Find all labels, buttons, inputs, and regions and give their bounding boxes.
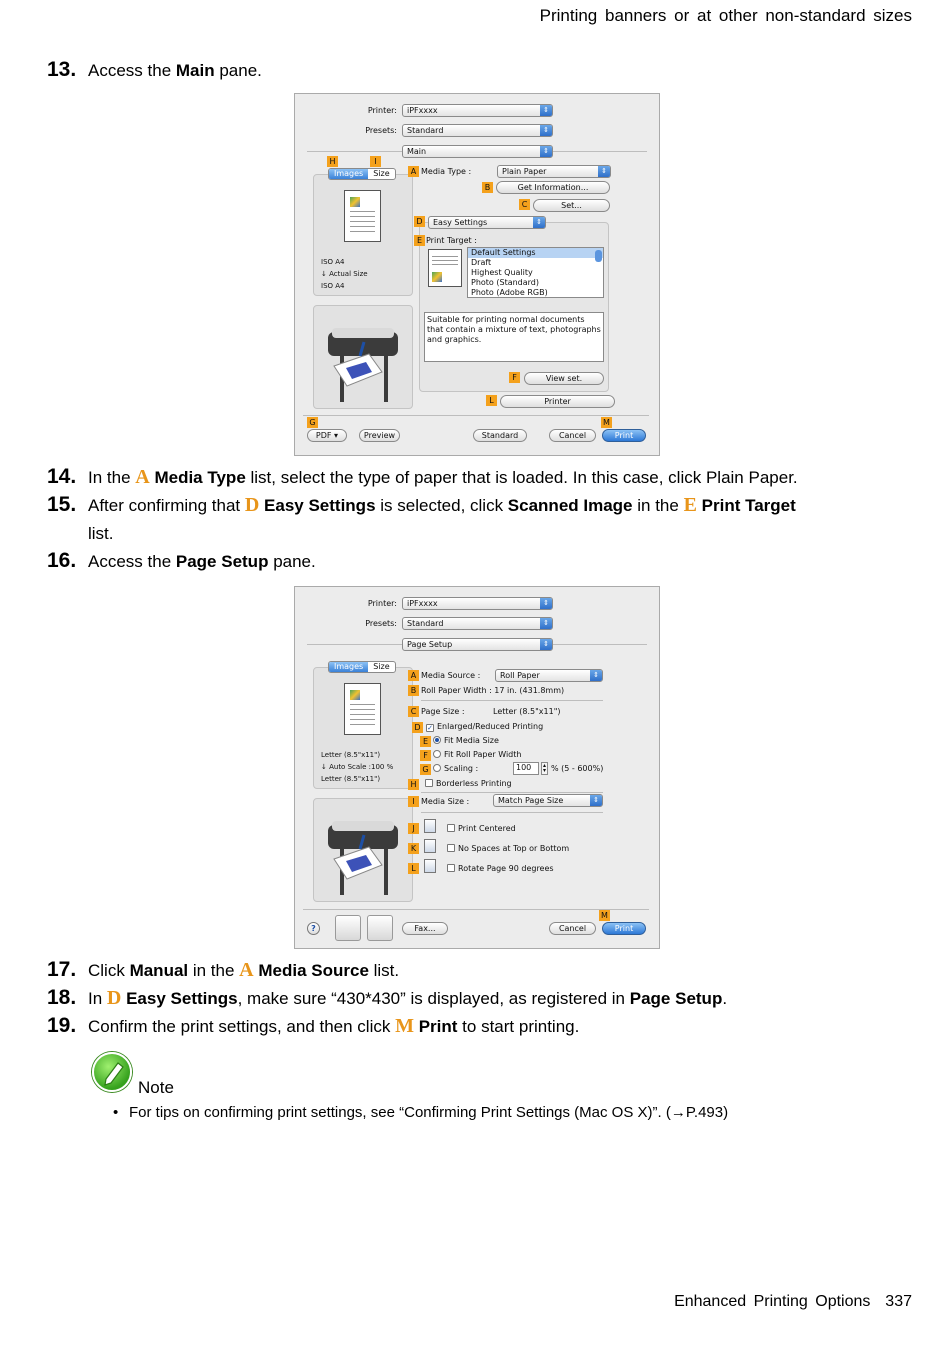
note-pencil-icon: [92, 1052, 132, 1092]
note-title: Note: [138, 1078, 174, 1097]
list-item[interactable]: Default Settings: [468, 248, 603, 258]
pane-popup[interactable]: Main ⇕: [402, 145, 553, 158]
tag-j: J: [408, 823, 419, 834]
popup-arrow-icon: ⇕: [540, 105, 552, 116]
print-centered-checkbox[interactable]: Print Centered: [447, 824, 516, 833]
step-14: 14. In the A Media Type list, select the type of paper that is loaded. In this case, click Plain Paper.: [47, 465, 798, 488]
tag-i: I: [370, 156, 381, 167]
divider: [303, 909, 649, 910]
tag-m: M: [601, 417, 612, 428]
print-target-thumbnail: [428, 249, 462, 287]
preview-tabs: [328, 661, 396, 673]
tag-e: E: [414, 235, 425, 246]
fax-button[interactable]: Fax...: [402, 922, 448, 935]
get-information-button[interactable]: Get Information...: [496, 181, 610, 194]
print-target-list: [467, 247, 604, 298]
tag-f: F: [509, 372, 520, 383]
tab-size[interactable]: Size: [373, 169, 390, 178]
utility-icon[interactable]: [335, 915, 361, 941]
preview-tabs: [328, 168, 396, 180]
step-17: 17. Click Manual in the A Media Source list.: [47, 958, 400, 981]
tag-l: L: [486, 395, 497, 406]
media-type-label: Media Type :: [421, 167, 472, 176]
popup-arrow-icon: ⇕: [540, 146, 552, 157]
list-scrollbar[interactable]: [595, 250, 602, 262]
pane-popup[interactable]: Page Setup ⇕: [402, 638, 553, 651]
printer-button[interactable]: Printer: [500, 395, 615, 408]
tag-k: K: [408, 843, 419, 854]
printer-popup[interactable]: iPFxxxx ⇕: [402, 597, 553, 610]
tag-h: H: [327, 156, 338, 167]
printer-icon: [314, 799, 413, 902]
enlarged-reduced-checkbox[interactable]: ✓ Enlarged/Reduced Printing: [427, 722, 544, 732]
scaling-stepper[interactable]: ▴ ▾: [542, 762, 546, 774]
cancel-button[interactable]: Cancel: [549, 922, 596, 935]
standard-button[interactable]: Standard: [473, 429, 527, 442]
print-dialog-page-setup: [294, 586, 660, 949]
print-button[interactable]: Print: [602, 922, 646, 935]
footer-section: Enhanced Printing Options: [674, 1293, 871, 1310]
preview-info: ISO A4 ↓ Actual Size ISO A4: [321, 258, 368, 290]
tag-m: M: [599, 910, 610, 921]
presets-label: Presets:: [365, 619, 397, 628]
printer-icon: [314, 306, 413, 409]
step-18: 18. In D Easy Settings, make sure “430*430” is displayed, as registered in Page Setup.: [47, 986, 728, 1009]
note-item: • For tips on confirming print settings, see “Confirming Print Settings (Mac OS X)”. (→P.493): [113, 1104, 729, 1121]
divider: [421, 792, 603, 793]
media-type-popup[interactable]: Plain Paper ⇕: [497, 165, 611, 178]
tab-size[interactable]: Size: [373, 662, 390, 671]
description-box: Suitable for printing normal documents that contain a mixture of text, photographs and graphics.: [424, 312, 604, 362]
printer-label: Printer:: [367, 599, 397, 608]
printer-illustration: [313, 305, 413, 409]
print-dialog-main: [294, 93, 660, 456]
step-15: 15. After confirming that D Easy Settings is selected, click Scanned Image in the E Print Target list.: [47, 493, 796, 543]
print-button[interactable]: Print: [602, 429, 646, 442]
easy-settings-popup[interactable]: Easy Settings ⇕: [428, 216, 546, 229]
preview-button[interactable]: Preview: [359, 429, 400, 442]
set-button[interactable]: Set...: [533, 199, 610, 212]
tag-d: D: [412, 722, 423, 733]
step-13: 13. Access the Main pane.: [47, 58, 262, 81]
presets-popup[interactable]: Standard ⇕: [402, 617, 553, 630]
tag-d: D: [414, 216, 425, 227]
page-preview: [344, 190, 381, 242]
tag-i: I: [408, 796, 419, 807]
media-size-popup[interactable]: Match Page Size ⇕: [493, 794, 603, 807]
step-19: 19. Confirm the print settings, and then click M Print to start printing.: [47, 1014, 580, 1037]
tag-a: A: [408, 166, 419, 177]
page-size-value: Letter (8.5"x11"): [493, 707, 561, 716]
scaling-input[interactable]: 100: [513, 762, 539, 775]
media-source-label: Media Source :: [421, 671, 481, 680]
tag-b: B: [482, 182, 493, 193]
print-centered-icon: [424, 819, 436, 833]
tag-e: E: [420, 736, 431, 747]
popup-arrow-icon: ⇕: [598, 166, 610, 177]
pdf-button[interactable]: PDF ▾: [307, 429, 347, 442]
scaling-range: % (5 - 600%): [551, 764, 604, 773]
running-header: Printing banners or at other non-standard sizes: [539, 6, 912, 25]
roll-paper-width: Roll Paper Width : 17 in. (431.8mm): [421, 686, 565, 695]
divider: [303, 415, 649, 416]
help-button[interactable]: ?: [307, 922, 320, 935]
popup-arrow-icon: ⇕: [540, 125, 552, 136]
tab-images[interactable]: Images: [329, 662, 368, 672]
view-set-button[interactable]: View set.: [524, 372, 604, 385]
page-preview: [344, 683, 381, 735]
popup-arrow-icon: ⇕: [590, 795, 602, 806]
tag-g: G: [420, 764, 431, 775]
tag-a: A: [408, 670, 419, 681]
scaling-radio[interactable]: Scaling :: [433, 764, 478, 773]
page-footer: [674, 1293, 912, 1311]
no-spaces-icon: [424, 839, 436, 853]
list-item[interactable]: Draft: [471, 258, 492, 267]
rotate-page-checkbox[interactable]: Rotate Page 90 degrees: [447, 864, 554, 873]
popup-arrow-icon: ⇕: [533, 217, 545, 228]
printer-illustration: [313, 798, 413, 902]
page-number: 337: [885, 1293, 912, 1310]
pdf-tool-icon[interactable]: [367, 915, 393, 941]
list-item[interactable]: Highest Quality: [471, 268, 533, 277]
no-spaces-checkbox[interactable]: No Spaces at Top or Bottom: [447, 844, 569, 853]
presets-label: Presets:: [365, 126, 397, 135]
list-item[interactable]: Photo (Adobe RGB): [471, 288, 548, 297]
fit-media-size-radio[interactable]: Fit Media Size: [433, 736, 499, 745]
list-item[interactable]: Photo (Standard): [471, 278, 539, 287]
tag-c: C: [408, 706, 419, 717]
print-target-label: Print Target :: [426, 236, 477, 245]
popup-arrow-icon: ⇕: [540, 639, 552, 650]
divider: [421, 812, 603, 813]
tag-g: G: [307, 417, 318, 428]
media-size-label: Media Size :: [421, 797, 470, 806]
popup-arrow-icon: ⇕: [590, 670, 602, 681]
tab-images[interactable]: Images: [329, 169, 368, 179]
fit-roll-width-radio[interactable]: Fit Roll Paper Width: [433, 750, 521, 759]
tag-h: H: [408, 779, 419, 790]
borderless-checkbox[interactable]: Borderless Printing: [425, 779, 512, 788]
popup-arrow-icon: ⇕: [540, 618, 552, 629]
tag-c: C: [519, 199, 530, 210]
divider: [421, 700, 603, 701]
preview-info: Letter (8.5"x11") ↓ Auto Scale :100 % Letter (8.5"x11"): [321, 751, 394, 783]
popup-arrow-icon: ⇕: [540, 598, 552, 609]
presets-popup[interactable]: Standard ⇕: [402, 124, 553, 137]
printer-label: Printer:: [367, 106, 397, 115]
step-16: 16. Access the Page Setup pane.: [47, 549, 316, 572]
tag-l: L: [408, 863, 419, 874]
media-source-popup[interactable]: Roll Paper ⇕: [495, 669, 603, 682]
cancel-button[interactable]: Cancel: [549, 429, 596, 442]
page-size-label: Page Size :: [421, 707, 465, 716]
tag-b: B: [408, 685, 419, 696]
rotate-page-icon: [424, 859, 436, 873]
printer-popup[interactable]: iPFxxxx ⇕: [402, 104, 553, 117]
tag-f: F: [420, 750, 431, 761]
